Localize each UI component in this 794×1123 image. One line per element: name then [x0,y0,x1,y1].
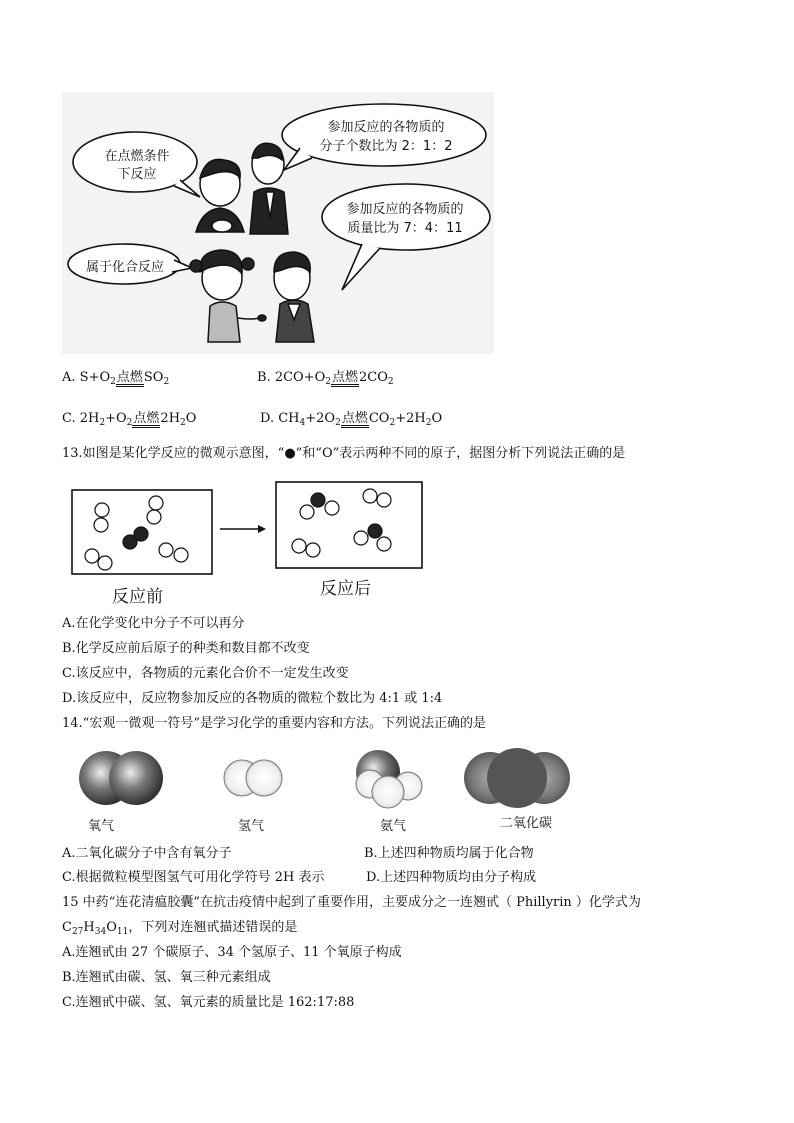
model-label-co2: 二氧化碳 [500,816,553,831]
q14-stem: 14.“宏观一微观一符号”是学习化学的重要内容和方法。下列说法正确的是 [62,716,486,731]
condition-ignite: 点燃 [116,370,143,385]
atom-black [134,527,148,541]
hydrogen-molecule-icon [224,760,282,796]
q15-stem-line1: 15 中药“连花清瘟胶囊”在抗击疫情中起到了重要作用，主要成分之一连翘甙（ Phillyrin ）化学式为 [62,895,641,910]
bubble-right-text: 参加反应的各物质的 质量比为 7：4：11 [346,202,464,236]
caption-after: 反应后 [320,579,371,599]
atom-white [306,543,320,557]
bubble-bottom-text: 属于化合反应 [85,260,164,275]
model-label-oxygen: 氧气 [88,819,115,834]
q14-option-d[interactable]: D.上述四种物质均由分子构成 [366,870,537,885]
atom-white [159,543,173,557]
condition-ignite: 点燃 [332,370,359,385]
atom-white [377,493,391,507]
condition-ignite: 点燃 [341,411,368,426]
q14-option-a[interactable]: A.二氧化碳分子中含有氧分子 [62,846,232,861]
oxygen-molecule-icon [79,751,163,805]
atom-white [354,531,368,545]
atom-white [363,489,377,503]
q15-stem-line2: $C_{27}H_{34}O_{11}$，下列对连翘甙描述错误的是 [62,920,298,937]
atom-white [377,537,391,551]
after-box [276,482,422,568]
q13-stem: 13.如图是某化学反应的微观示意图，“●”和“O”表示两种不同的原子，据图分析下列说法正确的是 [62,446,626,461]
atom-white [85,549,99,563]
boy-1-icon [196,159,244,232]
q13-option-b[interactable]: B.化学反应前后原子的种类和数目都不改变 [62,641,310,656]
q14-option-b[interactable]: B.上述四种物质均属于化合物 [364,846,534,861]
ammonia-molecule-icon [356,750,422,808]
bubble-top-text: 参加反应的各物质的 分子个数比为 2：1：2 [319,120,453,154]
atom-white [95,503,109,517]
atom-white [292,539,306,553]
carbon-dioxide-molecule-icon [464,748,570,808]
condition-ignite: 点燃 [133,411,160,426]
q12-option-a[interactable]: A. $S+O_2$点燃$SO_2$ [62,370,170,387]
q15-option-b[interactable]: B.连翘甙由碳、氢、氧三种元素组成 [62,970,271,985]
q15-option-a[interactable]: A.连翘甙由 27 个碳原子、34 个氢原子、11 个氧原子构成 [62,945,402,960]
atom-black [311,493,325,507]
bubble-left-text: 在点燃条件 下反应 [104,149,170,182]
atom-black [368,524,382,538]
atom-white [174,548,188,562]
q13-option-a[interactable]: A.在化学变化中分子不可以再分 [62,616,245,631]
q12-option-d[interactable]: D. $CH_4+2O_2$点燃$CO_2+2H_2O$ [260,411,443,428]
atom-white [149,496,163,510]
atom-white [147,510,161,524]
q13-option-c[interactable]: C.该反应中，各物质的元素化合价不一定发生改变 [62,666,349,681]
model-label-hydrogen: 氢气 [238,819,265,834]
q12-option-b[interactable]: B. $2CO+O_2$点燃$2CO_2$ [257,370,394,387]
atom-white [94,518,108,532]
atom-white [325,501,339,515]
q12-option-c[interactable]: C. $2H_2+O_2$点燃$2H_2O$ [62,411,197,428]
q15-option-c[interactable]: C.连翘甙中碳、氢、氧元素的质量比是 162:17:88 [62,995,355,1010]
atom-white [98,556,112,570]
q14-option-c[interactable]: C.根据微粒模型图氢气可用化学符号 2H 表示 [62,870,325,885]
atom-white [300,505,314,519]
model-label-ammonia: 氨气 [380,819,407,834]
q14-molecule-models [62,742,582,814]
q13-option-d[interactable]: D.该反应中，反应物参加反应的各物质的微粒个数比为 4:1 或 1:4 [62,691,443,706]
arrow-icon [220,525,266,533]
caption-before: 反应前 [112,587,163,607]
